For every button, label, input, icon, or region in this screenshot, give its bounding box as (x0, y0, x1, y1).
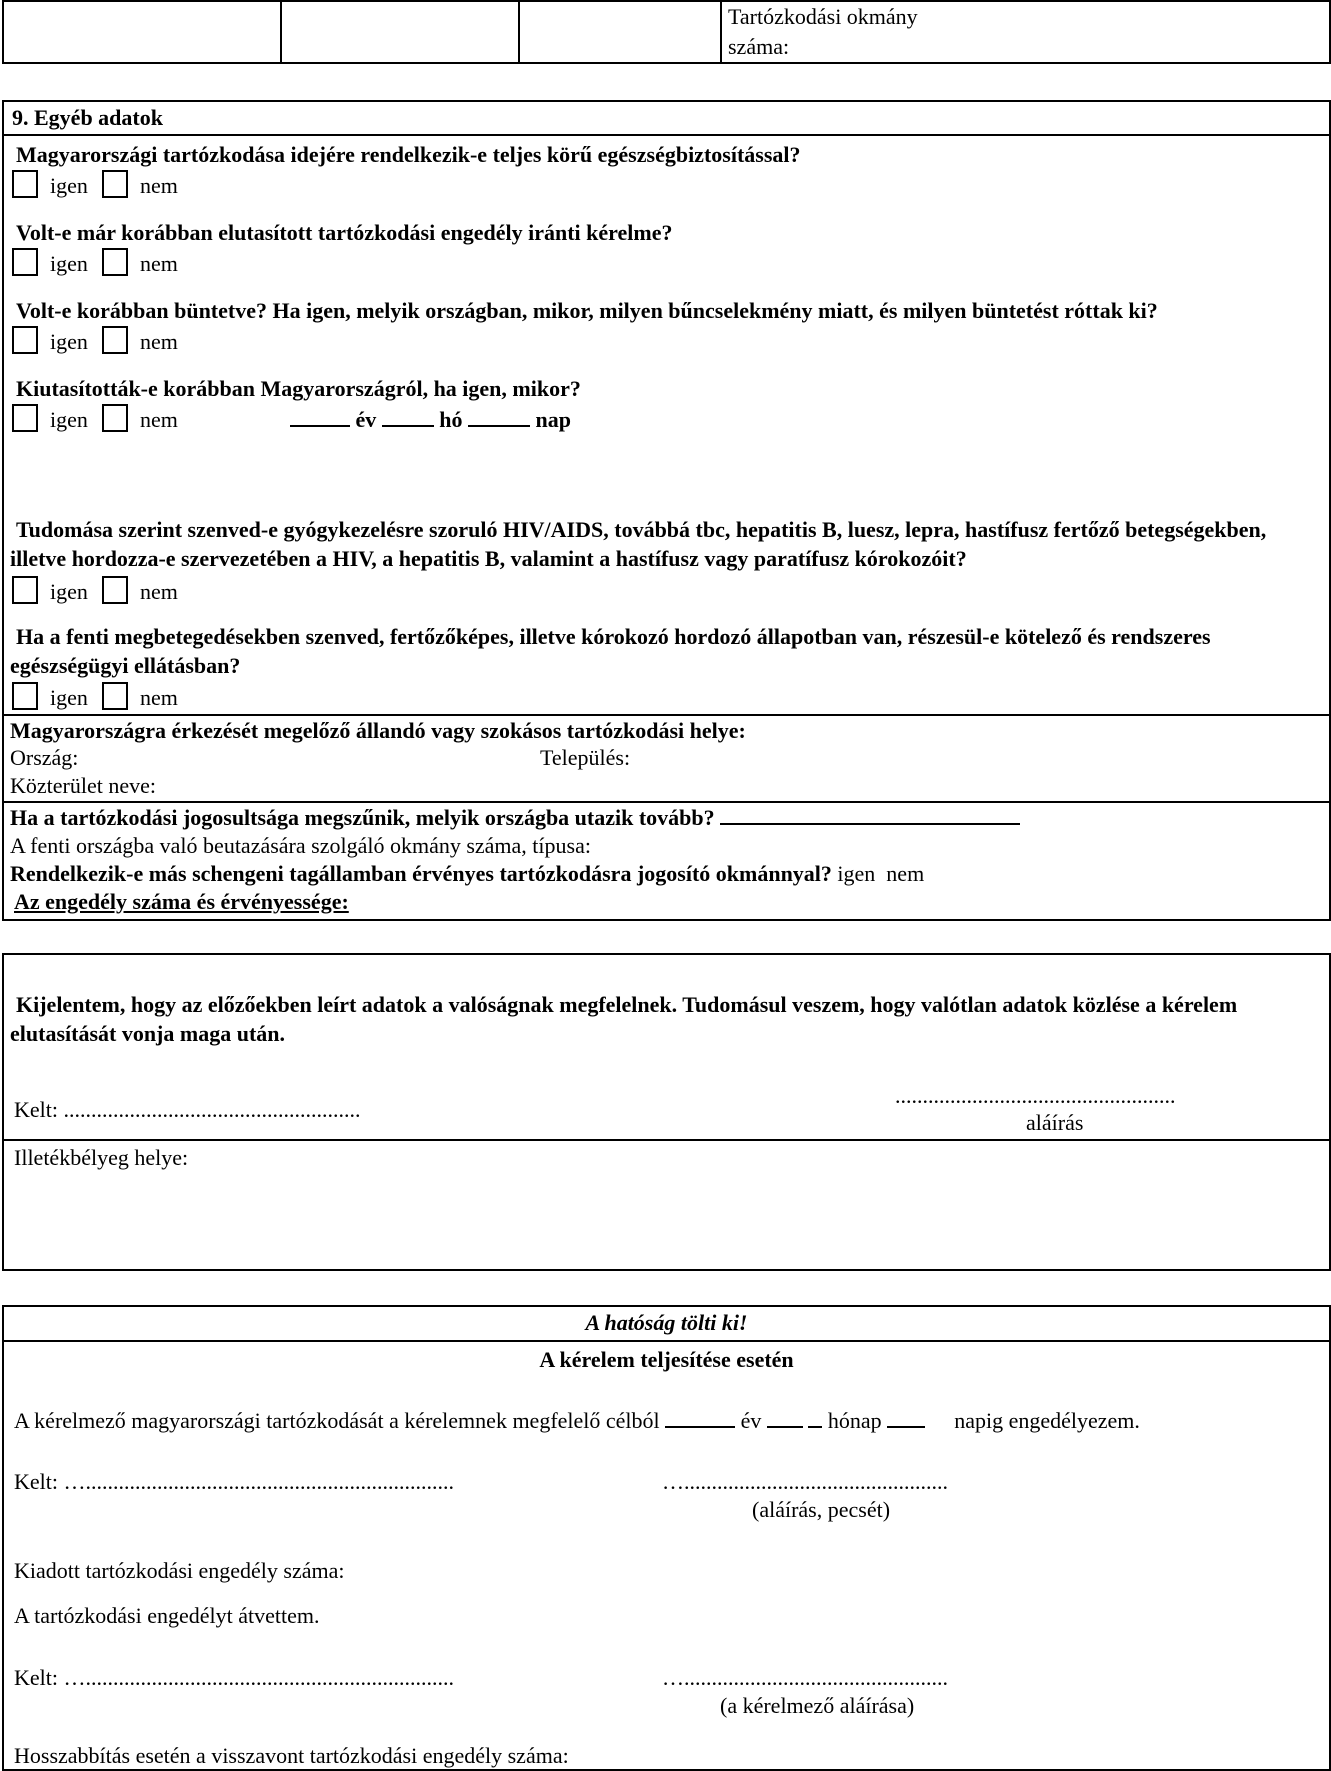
authority-date: Kelt: …................................................................... (14, 1469, 454, 1494)
no-label: nem (140, 579, 178, 604)
country-label: Ország: (10, 745, 79, 770)
applicant-date: Kelt: …................................................................... (14, 1665, 454, 1690)
residence-doc-label-2: száma: (728, 34, 790, 59)
no-label: nem (140, 407, 178, 432)
month-blank[interactable] (767, 1426, 803, 1428)
checkbox-yes[interactable] (12, 682, 38, 710)
street-label: Közterület neve: (10, 773, 156, 798)
checkbox-no[interactable] (102, 248, 128, 276)
expulsion-date: év hó nap (290, 407, 571, 432)
question-medical-care: Ha a fenti megbetegedésekben szenved, fertőzőképes, illetve kórokozó hordozó állapotban van, részesül-e kötelező és rendszeres egészségügyi ellátásban? (10, 624, 1211, 678)
applicant-signature-label: (a kérelmező aláírása) (720, 1693, 915, 1718)
month-blank[interactable] (808, 1426, 822, 1428)
authority-header: A hatóság tölti ki! (585, 1310, 748, 1335)
checkbox-yes[interactable] (12, 170, 38, 198)
approval-sentence: A kérelmező magyarországi tartózkodását a kérelemnek megfelelő célból év hónap napig engedélyezem. (14, 1408, 1140, 1433)
checkbox-no[interactable] (102, 170, 128, 198)
no-label: nem (140, 329, 178, 354)
schengen-options[interactable]: igen nem (837, 861, 925, 886)
month-blank[interactable] (382, 425, 434, 427)
schengen-row: Rendelkezik-e más schengeni tagállamban érvényes tartózkodásra jogosító okmánnyal? igen nem (10, 861, 925, 886)
checkbox-yes[interactable] (12, 404, 38, 432)
year-blank[interactable] (290, 425, 350, 427)
checkbox-no[interactable] (102, 326, 128, 354)
question-infectious-disease: Tudomása szerint szenved-e gyógykezelésre szoruló HIV/AIDS, továbbá tbc, hepatitis B, luesz, lepra, hastífusz fertőző betegségekben, illetve hordozza-e szervezetében a HIV, a hepatitis B, valamint a hastífusz vagy paratífusz kórokozóit? (10, 517, 1267, 571)
yes-label: igen (50, 407, 88, 432)
yes-label: igen (50, 579, 88, 604)
authority-subheader: A kérelem teljesítése esetén (539, 1347, 794, 1372)
day-blank[interactable] (887, 1426, 925, 1428)
authority-box (2, 1305, 1331, 1771)
divider (2, 1340, 1331, 1342)
divider (2, 801, 1331, 803)
checkbox-no[interactable] (102, 404, 128, 432)
yes-label: igen (50, 329, 88, 354)
divider (2, 1139, 1331, 1141)
section9-title-divider (2, 134, 1331, 136)
top-table-divider (280, 0, 282, 64)
no-label: nem (140, 173, 178, 198)
checkbox-yes[interactable] (12, 248, 38, 276)
signature-label: aláírás (1026, 1110, 1084, 1135)
applicant-signature-line: …................................................ (662, 1665, 948, 1690)
issued-permit-label: Kiadott tartózkodási engedély száma: (14, 1558, 345, 1583)
top-table-divider (518, 0, 520, 64)
authority-signature-line: …................................................ (662, 1469, 948, 1494)
yes-label: igen (50, 173, 88, 198)
no-label: nem (140, 685, 178, 710)
yes-label: igen (50, 685, 88, 710)
day-blank[interactable] (468, 425, 530, 427)
checkbox-yes[interactable] (12, 576, 38, 604)
divider (2, 714, 1331, 716)
onward-question: Ha a tartózkodási jogosultsága megszűnik, melyik országba utazik tovább? (10, 805, 1020, 830)
declaration-date: Kelt: ...................................................... (14, 1097, 361, 1122)
question-expelled: Kiutasították-e korábban Magyarországról, ha igen, mikor? (16, 376, 581, 401)
stamp-place-label: Illetékbélyeg helye: (14, 1145, 189, 1170)
extension-label: Hosszabbítás esetén a visszavont tartózkodási engedély száma: (14, 1743, 569, 1768)
question-rejected-permit: Volt-e már korábban elutasított tartózkodási engedély iránti kérelme? (16, 220, 673, 245)
section9-title: 9. Egyéb adatok (12, 105, 163, 130)
checkbox-no[interactable] (102, 682, 128, 710)
received-label: A tartózkodási engedélyt átvettem. (14, 1603, 320, 1628)
declaration-text: Kijelentem, hogy az előzőekben leírt adatok a valóságnak megfelelnek. Tudomásul veszem, hogy valótlan adatok közlése a kérelem elutasítását vonja maga után. (10, 992, 1238, 1046)
yes-label: igen (50, 251, 88, 276)
travel-doc-label: A fenti országba való beutazására szolgáló okmány száma, típusa: (10, 833, 591, 858)
checkbox-yes[interactable] (12, 326, 38, 354)
prev-residence-title: Magyarországra érkezését megelőző állandó vagy szokásos tartózkodási helye: (10, 718, 746, 743)
question-health-insurance: Magyarországi tartózkodása idejére rendelkezik-e teljes körű egészségbiztosítással? (16, 142, 801, 167)
permit-number-label: Az engedély száma és érvényessége: (14, 889, 349, 914)
year-blank[interactable] (665, 1426, 735, 1428)
residence-doc-label: Tartózkodási okmány (728, 4, 918, 29)
no-label: nem (140, 251, 178, 276)
question-criminal-record: Volt-e korábban büntetve? Ha igen, melyik országban, mikor, milyen bűncselekmény miatt, és milyen büntetést róttak ki? (16, 298, 1158, 323)
top-table (2, 0, 1331, 64)
settlement-label: Település: (540, 745, 631, 770)
signature-line: ................................................... (895, 1083, 1176, 1108)
checkbox-no[interactable] (102, 576, 128, 604)
authority-signature-label: (aláírás, pecsét) (752, 1497, 891, 1522)
top-table-divider (720, 0, 722, 64)
onward-country-blank[interactable] (720, 823, 1020, 825)
